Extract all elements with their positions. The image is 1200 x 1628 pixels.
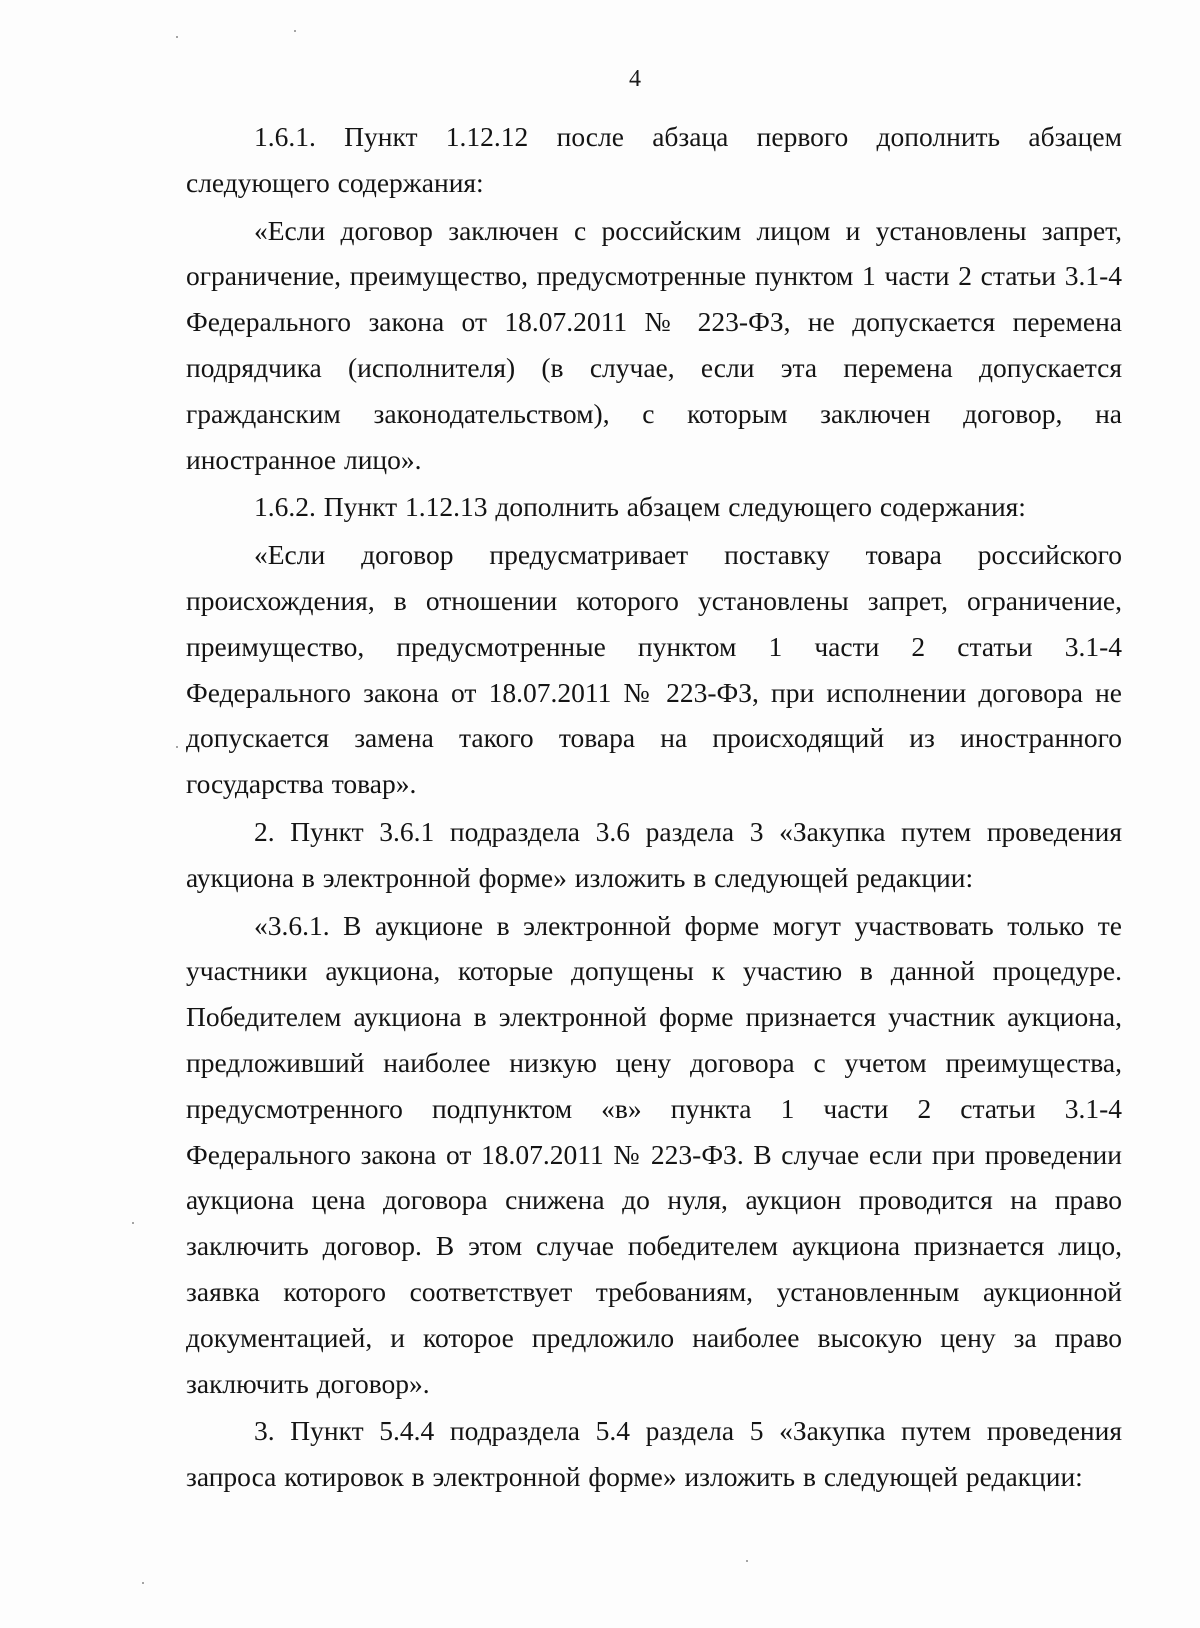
paragraph-quote-3-6-1: «3.6.1. В аукционе в электронной форме могут участвовать только те участники аукциона, которые допущены к участию в данной процедуре. Победителем аукциона в электронной форме признается участник аукциона, предложивший наиболее низкую цену договора с учетом преимущества, предусмотренного подпунктом «в» пункта 1 части 2 статьи 3.1-4 Федерального закона от 18.07.2011 № 223-ФЗ. В случае если при проведении аукциона цена договора снижена до нуля, аукцион проводится на право заключить договор. В этом случае победителем аукциона признается лицо, заявка которого соответствует требованиям, установленным аукционной документацией, и которое предложило наиболее высокую цену за право заключить договор». [186, 909, 1122, 1399]
paragraph-2: 2. Пункт 3.6.1 подраздела 3.6 раздела 3 «Закупка путем проведения аукциона в электронной форме» изложить в следующей редакции: [186, 815, 1122, 893]
paragraph-quote-1: «Если договор заключен с российским лицом и установлены запрет, ограничение, преимущество, предусмотренные пунктом 1 части 2 статьи 3.1-4 Федерального закона от 18.07.2011 № 223-ФЗ, не допускается перемена подрядчика (исполнителя) (в случае, если эта перемена допускается гражданским законодательством), с которым заключен договор, на иностранное лицо». [186, 214, 1122, 475]
document-body [186, 114, 1122, 1502]
scan-speck [176, 746, 178, 748]
paragraph-1-6-2: 1.6.2. Пункт 1.12.13 дополнить абзацем следующего содержания: [254, 491, 1026, 523]
paragraph-3: 3. Пункт 5.4.4 подраздела 5.4 раздела 5 «Закупка путем проведения запроса котировок в электронной форме» изложить в следующей редакции: [186, 1415, 1122, 1493]
page-number: 4 [629, 66, 641, 92]
scan-speck [142, 1582, 144, 1584]
paragraph-quote-2: «Если договор предусматривает поставку товара российского происхождения, в отношении которого установлены запрет, ограничение, преимущество, предусмотренные пунктом 1 части 2 статьи 3.1-4 Федерального закона от 18.07.2011 № 223-ФЗ, при исполнении договора не допускается замена такого товара на происходящий из иностранного государства товар». [186, 539, 1122, 800]
scan-speck [176, 36, 178, 38]
scan-speck [132, 1222, 134, 1224]
scan-speck [746, 1560, 748, 1562]
scan-speck [294, 30, 296, 32]
paragraph-1-6-1: 1.6.1. Пункт 1.12.12 после абзаца первого дополнить абзацем следующего содержания: [186, 121, 1122, 198]
